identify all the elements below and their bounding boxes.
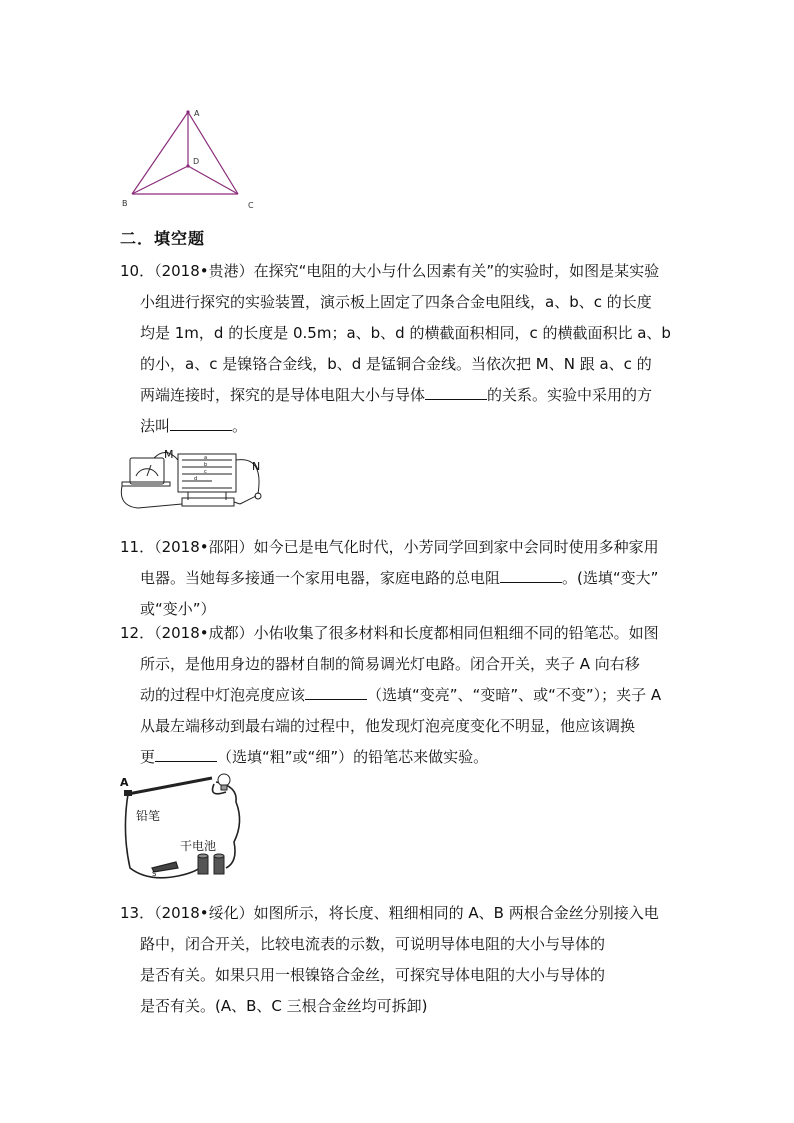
edge-ac — [188, 112, 238, 194]
vertex-a-dot — [186, 110, 189, 113]
vertex-a-label: A — [194, 109, 200, 118]
q10-line-5-text-b: 的关系。实验中采用的方 — [487, 386, 653, 404]
resistance-board-circuit-figure — [118, 446, 278, 514]
triangle-figure — [110, 100, 270, 215]
question-12 — [120, 618, 680, 773]
label-switch: S — [152, 870, 157, 878]
battery-icon — [198, 854, 224, 874]
q13-line-1: 13．（2018•绥化）如图所示，将长度、粗细相同的 A、B 两根合金丝分别接入电 — [120, 904, 659, 922]
q10-line-6-text-a: 法叫 — [140, 417, 171, 435]
edge-bd — [132, 166, 188, 194]
q11-line-3: 或“变小”） — [140, 600, 216, 618]
pencil-lead-icon — [128, 778, 212, 794]
q13-line-3: 是否有关。如果只用一根镍铬合金丝，可探究导体电阻的大小与导体的 — [140, 966, 606, 984]
vertex-d-dot — [186, 164, 189, 167]
q11-line-2-text-b: 。(选填“变大” — [562, 569, 659, 587]
q10-line-2: 小组进行探究的实验装置，演示板上固定了四条合金电阻线，a、b、c 的长度 — [140, 293, 652, 311]
question-10 — [120, 256, 680, 442]
q13-line-4: 是否有关。(A、B、C 三根合金丝均可拆卸) — [140, 997, 428, 1015]
label-pencil: 铅笔 — [136, 809, 161, 823]
q11-line-2 — [120, 563, 680, 594]
answer-blank[interactable] — [170, 414, 232, 431]
q12-line-3 — [120, 680, 680, 711]
answer-blank[interactable] — [500, 566, 562, 583]
q10-line-5 — [120, 380, 680, 411]
label-wire-a: a — [204, 455, 208, 461]
answer-blank[interactable] — [155, 745, 217, 762]
q10-line-5-text-a: 两端连接时，探究的是导体电阻大小与导体 — [140, 386, 426, 404]
label-wire-d: d — [194, 476, 198, 482]
label-wire-c: c — [204, 469, 207, 475]
label-clip-a: A — [120, 776, 129, 789]
vertex-b-label: B — [122, 199, 128, 208]
q12-line-3-text-b: （选填“变亮”、“变暗”、或“不变”）；夹子 A — [367, 686, 662, 704]
answer-blank[interactable] — [425, 383, 487, 400]
q11-line-2-text-a: 电器。当她每多接通一个家用电器，家庭电路的总电阻 — [140, 569, 501, 587]
clip-a-icon — [124, 790, 132, 796]
q10-line-3: 均是 1m，d 的长度是 0.5m；a、b、d 的横截面积相同，c 的横截面积比 a、b — [140, 324, 671, 342]
vertex-d-label: D — [193, 157, 200, 166]
edge-cd — [188, 166, 238, 194]
q10-line-6 — [120, 411, 680, 442]
label-m: M — [164, 448, 174, 461]
switch-icon — [240, 496, 256, 504]
q13-line-2: 路中，闭合开关，比较电流表的示数，可说明导体电阻的大小与导体的 — [140, 935, 606, 953]
q12-line-1: 12．（2018•成都）小佑收集了很多材料和长度都相同但粗细不同的铅笔芯。如图 — [120, 624, 659, 642]
label-n: N — [252, 460, 261, 473]
section-heading: 二．填空题 — [120, 229, 206, 248]
q12-line-2: 所示，是他用身边的器材自制的简易调光灯电路。闭合开关，夹子 A 向右移 — [140, 655, 640, 673]
pencil-dimmer-circuit-figure — [118, 772, 253, 884]
edge-ab — [132, 112, 188, 194]
answer-blank[interactable] — [305, 683, 367, 700]
question-13 — [120, 898, 680, 1022]
q12-line-3-text-a: 动的过程中灯泡亮度应该 — [140, 686, 306, 704]
label-wire-b: b — [204, 462, 208, 468]
label-battery: 干电池 — [180, 839, 217, 853]
q12-line-4: 从最左端移动到最右端的过程中，他发现灯泡亮度变化不明显，他应该调换 — [140, 717, 636, 735]
question-11 — [120, 532, 680, 625]
q12-line-5 — [120, 742, 680, 773]
q10-line-6-text-b: 。 — [232, 417, 248, 435]
ammeter-icon — [130, 458, 164, 484]
q10-line-1: 10．（2018•贵港）在探究“电阻的大小与什么因素有关”的实验时，如图是某实验 — [120, 262, 660, 280]
bulb-icon — [218, 774, 230, 790]
q11-line-1: 11．（2018•邵阳）如今已是电气化时代，小芳同学回到家中会同时使用多种家用 — [120, 538, 659, 556]
q12-line-5-text-b: （选填“粗”或“细”）的铅笔芯来做实验。 — [217, 748, 489, 766]
q10-line-4: 的小，a、c 是镍铬合金线，b、d 是锰铜合金线。当依次把 M、N 跟 a、c 的 — [140, 355, 652, 373]
q12-line-5-text-a: 更 — [140, 748, 156, 766]
vertex-c-label: C — [248, 201, 254, 210]
